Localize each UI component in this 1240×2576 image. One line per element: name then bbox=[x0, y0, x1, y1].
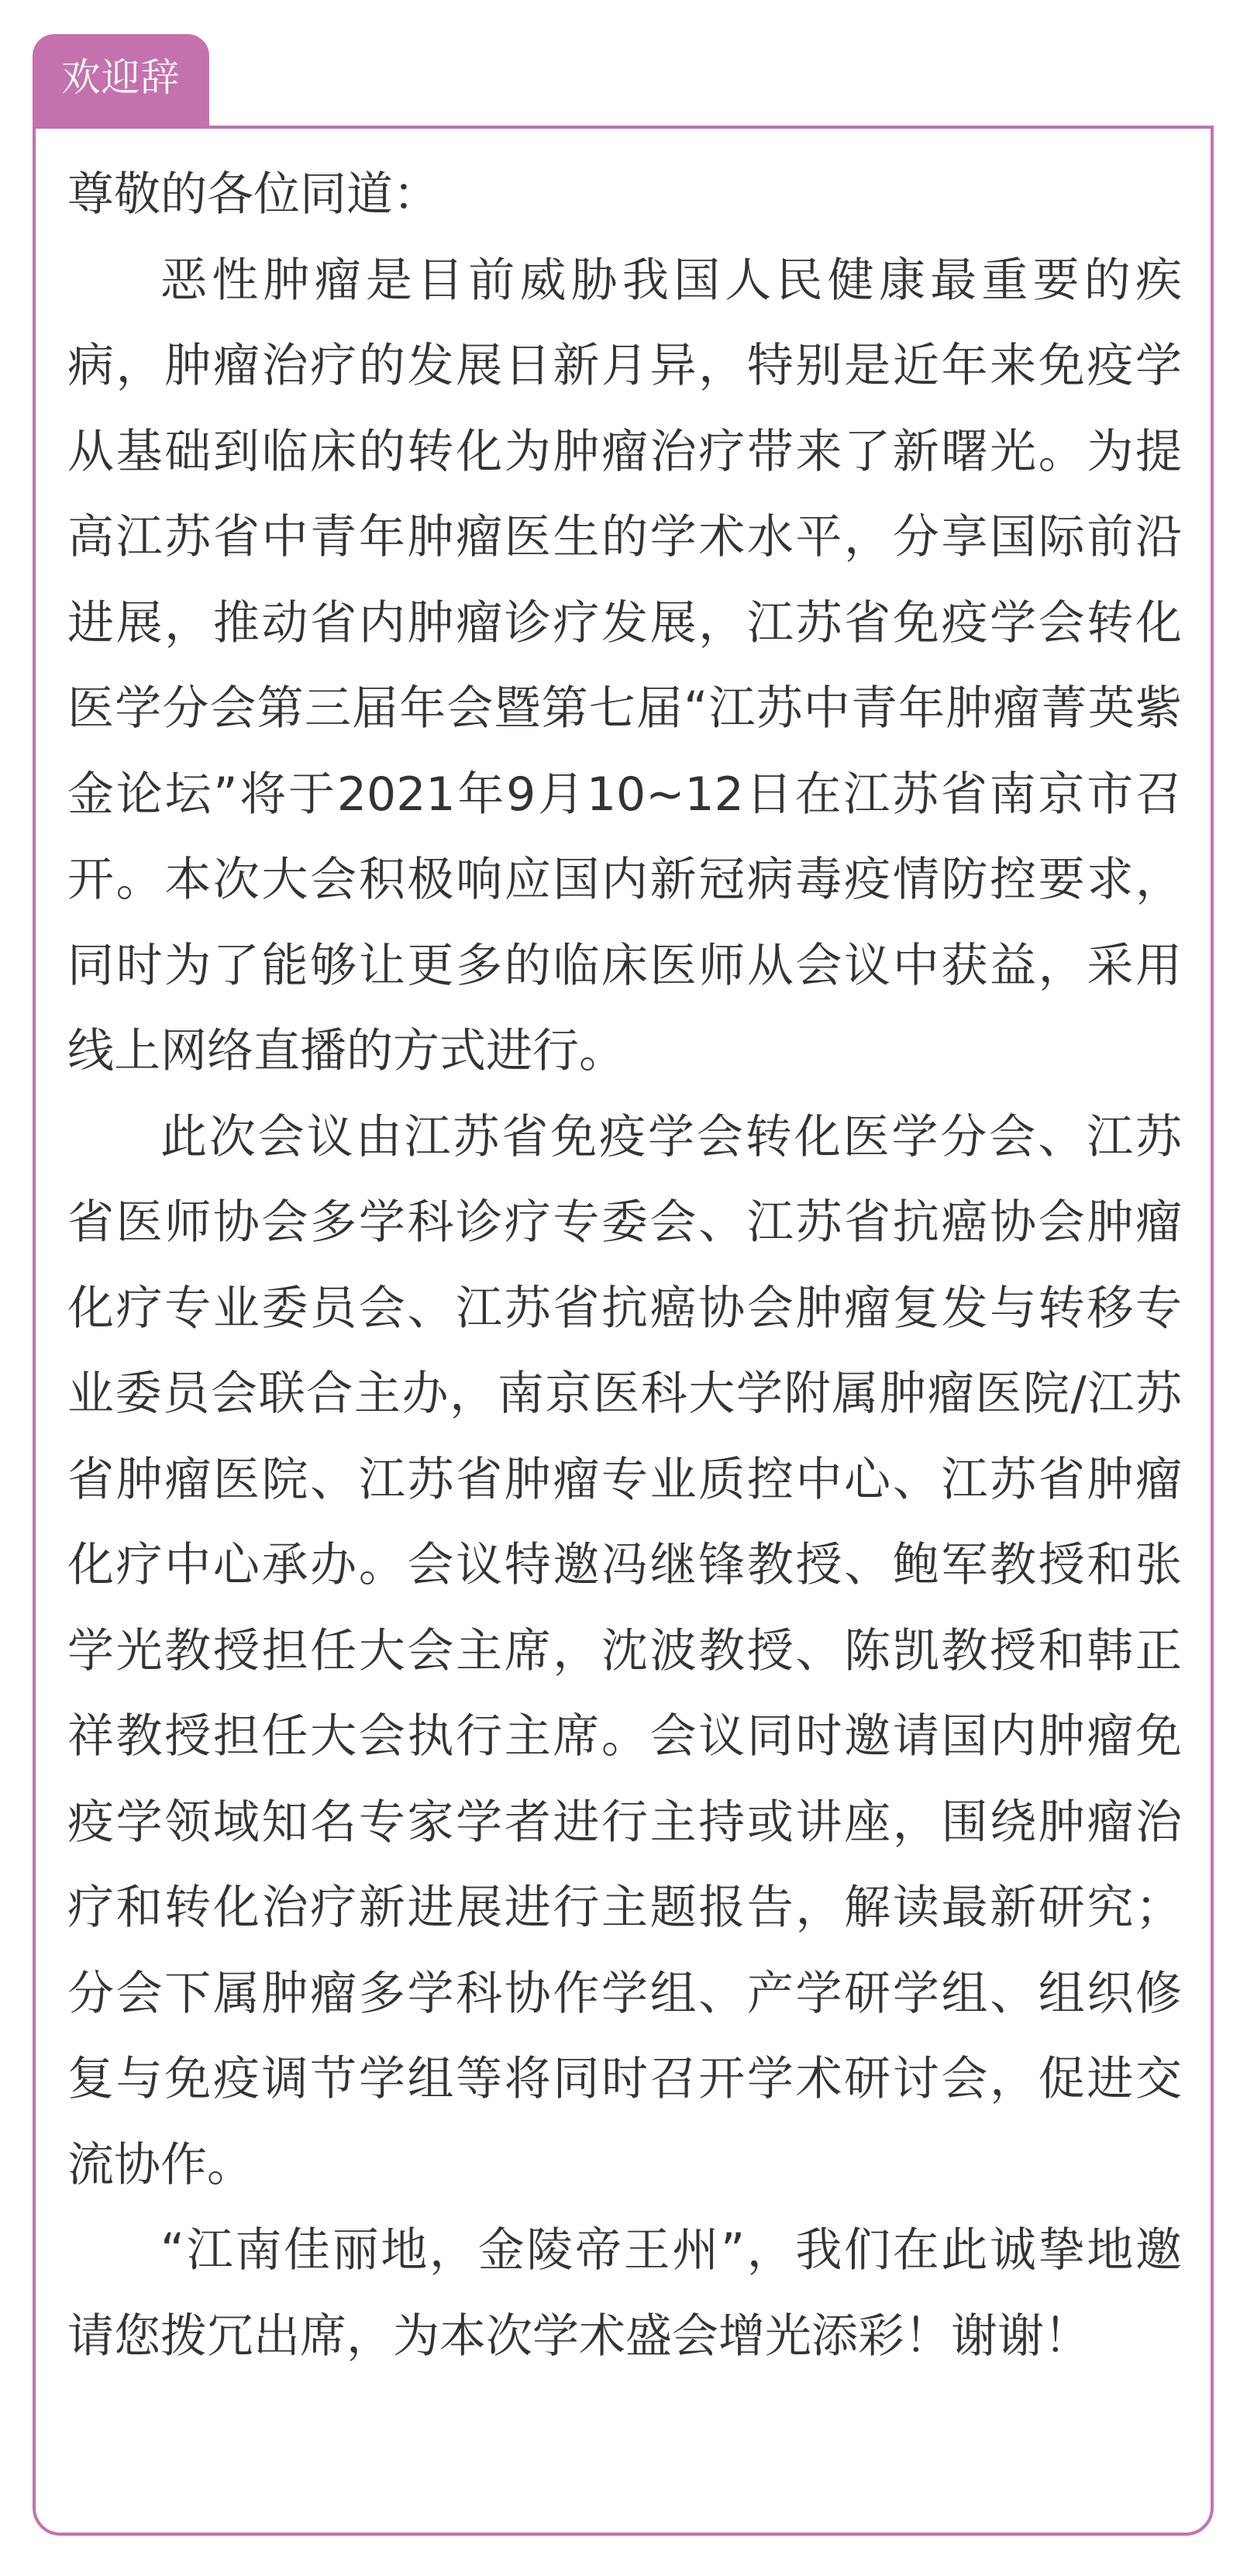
letter-body bbox=[67, 152, 1182, 2379]
section-tab bbox=[33, 34, 209, 126]
letter-paragraph-3: “江南佳丽地，金陵帝王州”，我们在此诚挚地邀请您拨冗出席，为本次学术盛会增光添彩！谢谢！ bbox=[67, 2223, 1182, 2364]
letter-salutation: 尊敬的各位同道： bbox=[67, 167, 439, 222]
letter-paragraph-1: 恶性肿瘤是目前威胁我国人民健康最重要的疾病，肿瘤治疗的发展日新月异，特别是近年来免疫学从基础到临床的转化为肿瘤治疗带来了新曙光。为提高江苏省中青年肿瘤医生的学术水平，分享国际前沿进展，推动省内肿瘤诊疗发展，江苏省免疫学会转化医学分会第三届年会暨第七届“江苏中青年肿瘤菁英紫金论坛”将于2021年9月10~12日在江苏省南京市召开。本次大会积极响应国内新冠病毒疫情防控要求，同时为了能够让更多的临床医师从会议中获益，采用线上网络直播的方式进行。 bbox=[67, 253, 1182, 1078]
letter-paragraph-2: 此次会议由江苏省免疫学会转化医学分会、江苏省医师协会多学科诊疗专委会、江苏省抗癌协会肿瘤化疗专业委员会、江苏省抗癌协会肿瘤复发与转移专业委员会联合主办，南京医科大学附属肿瘤医院/江苏省肿瘤医院、江苏省肿瘤专业质控中心、江苏省肿瘤化疗中心承办。会议特邀冯继锋教授、鲍军教授和张学光教授担任大会主席，沈波教授、陈凯教授和韩正祥教授担任大会执行主席。会议同时邀请国内肿瘤免疫学领域知名专家学者进行主持或讲座，围绕肿瘤治疗和转化治疗新进展进行主题报告，解读最新研究；分会下属肿瘤多学科协作学组、产学研学组、组织修复与免疫调节学组等将同时召开学术研讨会，促进交流协作。 bbox=[67, 1109, 1182, 2192]
section-tab-label: 欢迎辞 bbox=[61, 55, 181, 100]
